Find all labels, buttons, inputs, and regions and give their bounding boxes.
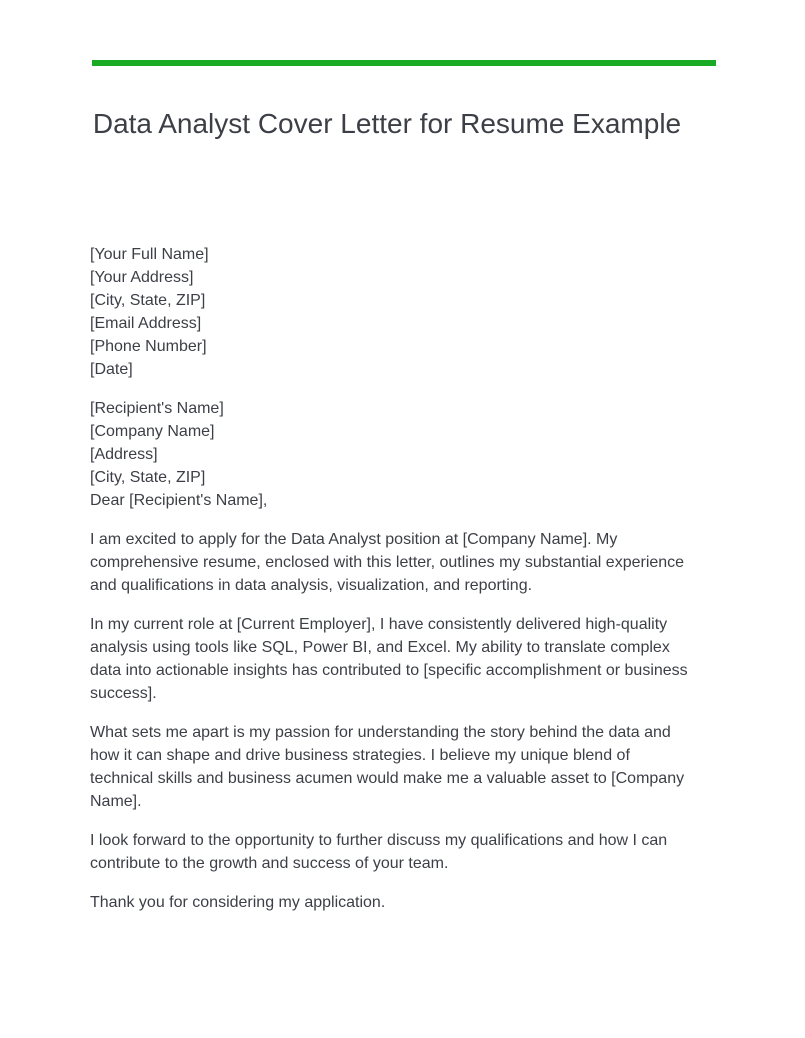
paragraph-intro: I am excited to apply for the Data Analyst position at [Company Name]. My comprehensive resume, enclosed with this letter, outlines my substantial experience and qualifications in data analysis, visualization, and reporting. [90,531,685,594]
page-title: Data Analyst Cover Letter for Resume Example [92,108,682,139]
letter-body [90,243,690,930]
recipient-block [90,397,690,512]
sender-date: [Date] [90,361,133,378]
sender-phone: [Phone Number] [90,338,207,355]
sender-block [90,243,690,381]
sender-name: [Your Full Name] [90,246,209,263]
sender-city: [City, State, ZIP] [90,292,206,309]
recipient-name: [Recipient's Name] [90,400,224,417]
salutation: Dear [Recipient's Name], [90,492,268,509]
paragraph-passion: What sets me apart is my passion for understanding the story behind the data and how it can shape and drive business strategies. I believe my unique blend of technical skills and business acumen would make me a valuable asset to [Company Name]. [90,724,685,810]
recipient-company: [Company Name] [90,423,215,440]
top-accent-rule [92,60,716,66]
paragraph-closing: I look forward to the opportunity to further discuss my qualifications and how I can contribute to the growth and success of your team. [90,832,668,872]
paragraph-experience: In my current role at [Current Employer], I have consistently delivered high-quality analysis using tools like SQL, Power BI, and Excel. My ability to translate complex data into actionable insights has contributed to [specific accomplishment or business success]. [90,616,688,702]
recipient-city: [City, State, ZIP] [90,469,206,486]
paragraph-thanks: Thank you for considering my application. [90,894,386,911]
sender-email: [Email Address] [90,315,202,332]
sender-address: [Your Address] [90,269,194,286]
recipient-address: [Address] [90,446,158,463]
